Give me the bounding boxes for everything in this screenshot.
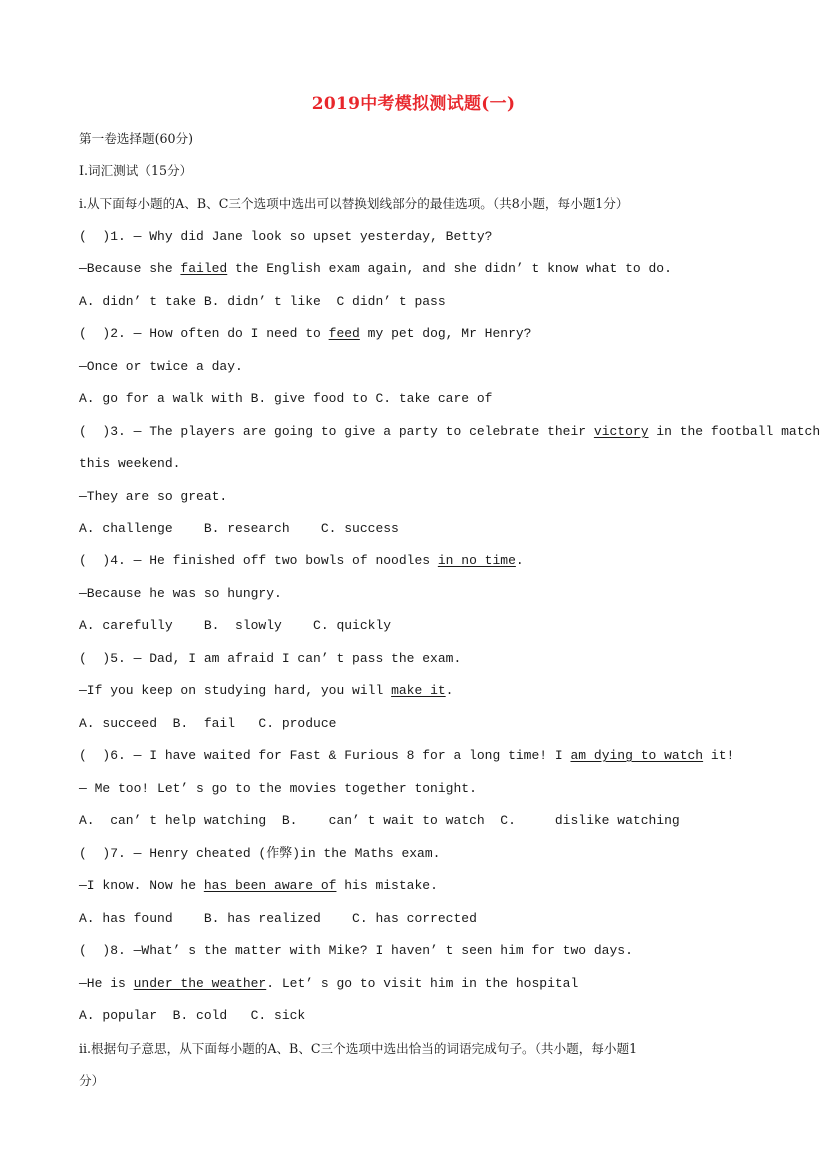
underlined-word: make it [391, 683, 446, 698]
instruction-ii-cont: 分） [79, 1073, 105, 1088]
underlined-word: feed [328, 326, 360, 341]
part-heading: 第一卷选择题(60分) [79, 131, 194, 146]
section-heading: I.词汇测试（15分） [79, 163, 193, 178]
underlined-word: under the weather [133, 976, 267, 991]
options-1: A. didn’ t take B. didn’ t like C didn’ t pass [79, 294, 446, 309]
question-5: ( )5. — Dad, I am afraid I can’ t pass the exam. [79, 651, 462, 666]
question-1: ( )1. — Why did Jane look so upset yesterday, Betty? [79, 229, 493, 244]
options-7: A. has found B. has realized C. has corrected [79, 911, 477, 926]
answer-6: — Me too! Let’ s go to the movies together tonight. [79, 781, 477, 796]
underlined-word: has been aware of [203, 878, 337, 893]
underlined-word: in no time [437, 553, 516, 568]
answer-3: —They are so great. [79, 489, 228, 504]
question-7: ( )7. — Henry cheated (作弊)in the Maths exam. [79, 846, 441, 861]
options-3: A. challenge B. research C. success [79, 521, 399, 536]
options-6: A. can’ t help watching B. can’ t wait to watch C. dislike watching [79, 813, 680, 828]
underlined-word: victory [593, 424, 649, 439]
underlined-word: am dying to watch [570, 748, 704, 763]
underlined-word: failed [180, 261, 228, 276]
options-2: A. go for a walk with B. give food to C. take care of [79, 391, 493, 406]
question-6: ( )6. — I have waited for Fast & Furious 8 for a long time! I am dying to watch it! [79, 748, 735, 763]
question-3-cont: this weekend. [79, 456, 181, 471]
question-3: ( )3. — The players are going to give a party to celebrate their victory in the football match [79, 424, 821, 439]
instruction-i: i.从下面每小题的A、B、C三个选项中选出可以替换划线部分的最佳选项。（共8小题，每小题1分） [79, 196, 629, 211]
answer-5: —If you keep on studying hard, you will make it. [79, 683, 454, 698]
options-5: A. succeed B. fail C. produce [79, 716, 337, 731]
options-4: A. carefully B. slowly C. quickly [79, 618, 392, 633]
question-4: ( )4. — He finished off two bowls of noodles in no time. [79, 553, 524, 568]
answer-4: —Because he was so hungry. [79, 586, 282, 601]
answer-8: —He is under the weather. Let’ s go to visit him in the hospital [79, 976, 579, 991]
question-8: ( )8. —What’ s the matter with Mike? I haven’ t seen him for two days. [79, 943, 633, 958]
answer-2: —Once or twice a day. [79, 359, 243, 374]
answer-7: —I know. Now he has been aware of his mistake. [79, 878, 438, 893]
page-title: 2019中考模拟测试题(一) [311, 94, 516, 114]
options-8: A. popular B. cold C. sick [79, 1008, 306, 1023]
answer-1: —Because she failed the English exam again, and she didn’ t know what to do. [79, 261, 672, 276]
instruction-ii: ii.根据句子意思，从下面每小题的A、B、C三个选项中选出恰当的词语完成句子。（共小题，每小题1 [79, 1041, 638, 1056]
question-2: ( )2. — How often do I need to feed my pet dog, Mr Henry? [79, 326, 532, 341]
